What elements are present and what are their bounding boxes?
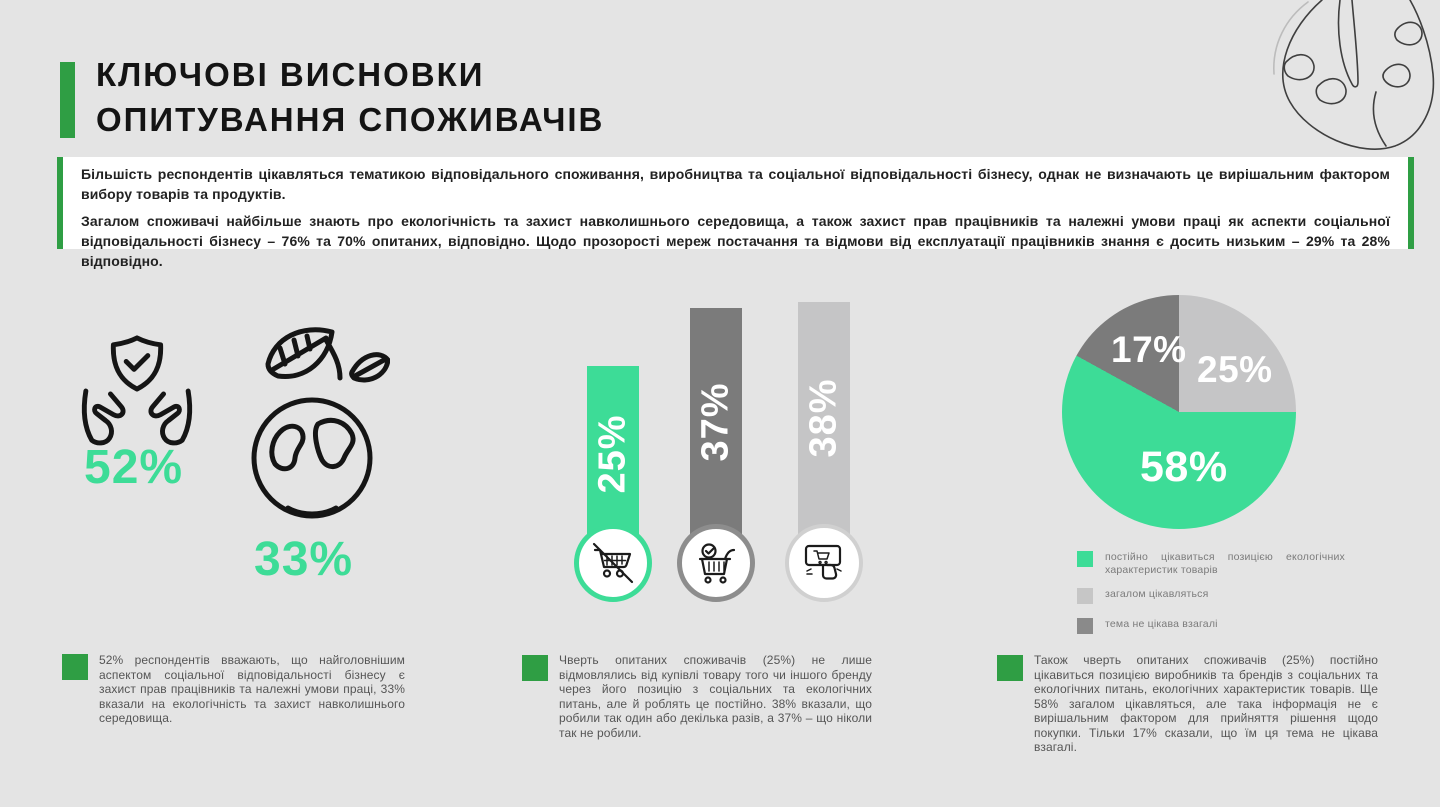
bar-value-label: 25% [591, 414, 634, 494]
pie-slice-label-17: 17% [1111, 329, 1187, 370]
bar-value-label: 37% [694, 381, 737, 462]
page-title [96, 52, 604, 142]
pie-legend [1077, 551, 1377, 634]
pie-slice-label-58: 58% [1140, 443, 1228, 491]
legend-item [1077, 588, 1377, 604]
footnote-boycott: Чверть опитаних споживачів (25%) не лише відмовлялись від купівлі товару того чи іншого бренду через його позицію з соціальних та екологічних питань, але й роблять це постійно. 38% вказали, що робили так один або декілька разів, а 37% – що ніколи так не робили. [559, 653, 872, 740]
footnote-labor: 52% респондентів вважають, що найголовнішим аспектом соціальної відповідальності бізнесу є захист прав працівників та належні умови праці, 33% вказали на екологічність та захист навколишнього середовища. [99, 653, 405, 725]
title-line-2: ОПИТУВАННЯ СПОЖИВАЧІВ [96, 101, 605, 138]
legend-swatch-dark-gray [1077, 618, 1093, 634]
pie-slice-label-25: 25% [1197, 349, 1273, 390]
bar-icon-medallion [574, 524, 652, 602]
title-line-1: КЛЮЧОВІ ВИСНОВКИ [96, 56, 485, 93]
legend-item [1077, 551, 1377, 577]
footnote-bullet [997, 655, 1023, 681]
monstera-leaf-icon [1190, 0, 1440, 165]
intro-summary-box [57, 157, 1414, 269]
title-accent-bar [60, 62, 75, 138]
crossed-cart-icon [589, 539, 637, 587]
bar-icon-medallion [785, 524, 863, 602]
stat-eco-value: 33% [254, 533, 354, 586]
footnote-bullet [62, 654, 88, 680]
stat-labor-value: 52% [84, 441, 184, 494]
bar-icon-medallion [677, 524, 755, 602]
earth-leaves-icon [240, 320, 390, 532]
checked-cart-icon [692, 539, 740, 587]
legend-item [1077, 618, 1377, 634]
hands-shield-check-icon [78, 332, 196, 450]
footnote-bullet [522, 655, 548, 681]
legend-label: тема не цікава взагалі [1105, 618, 1218, 630]
bar-value-label: 38% [802, 378, 845, 458]
intro-paragraph-2: Загалом споживачі найбільше знають про екологічність та захист навколишнього середовища, а також захист прав працівників та належні умови праці як аспекти соціальної відповідальності бізнесу – 76% та 70% опитаних, відповідно. Щодо прозорості мереж постачання та відмови від експлуатації працівників знання є досить низьким – 29% та 28% відповідно. [81, 213, 1390, 269]
footnote-interest: Також чверть опитаних споживачів (25%) постійно цікавиться позицією виробників та брендів з соціальних та екологічних питань, екологічних характеристик товарів. Ще 58% загалом цікавляться, але така інформація не є вирішальним фактором для прийняття рішення щодо покупки. Тільки 17% сказали, що їм ця тема не цікава взагалі. [1034, 653, 1378, 754]
intro-paragraph-1: Більшість респондентів цікавляться тематикою відповідального споживання, виробництва та соціальної відповідальності бізнесу, однак не визначають це вирішальним фактором вибору товарів та продуктів. [81, 166, 1390, 202]
legend-label: загалом цікавляться [1105, 588, 1209, 600]
click-cart-icon [800, 539, 848, 587]
legend-label: постійно цікавиться позицією екологічних характеристик товарів [1105, 551, 1345, 576]
legend-swatch-light-gray [1077, 588, 1093, 604]
legend-swatch-green [1077, 551, 1093, 567]
